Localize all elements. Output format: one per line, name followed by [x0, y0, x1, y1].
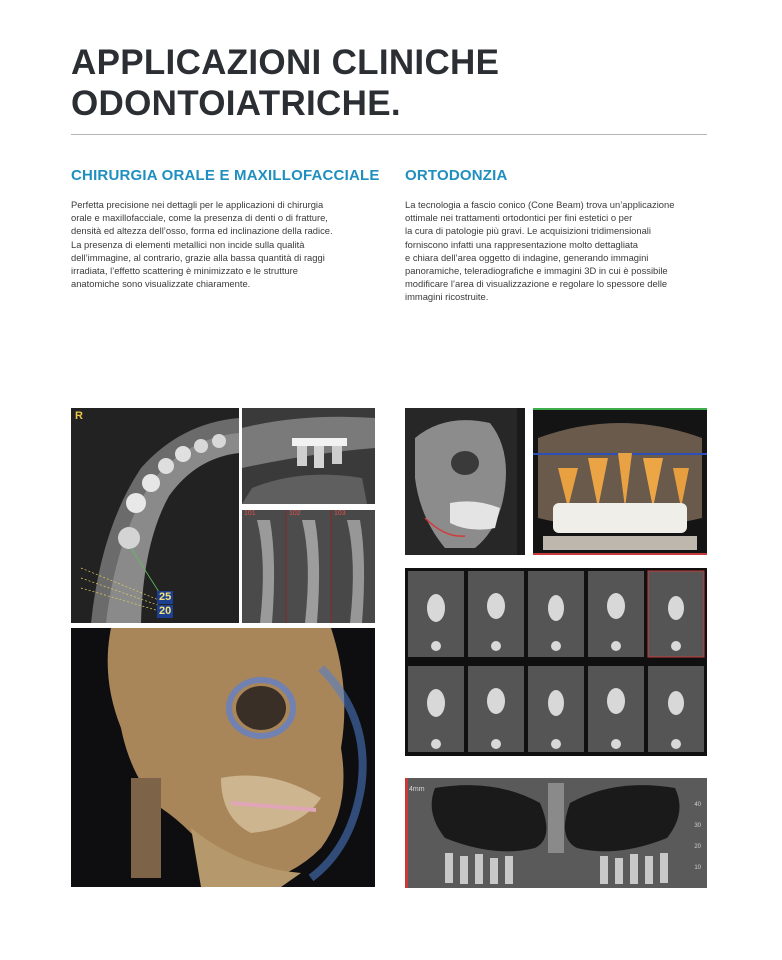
surgery-text-line: irradiata, l’effetto scattering è minimizzato e le strutture [71, 265, 299, 277]
ortho-text-line: la cura di patologie più gravi. Le acquisizioni tridimensionali [405, 225, 651, 237]
axial-ct-graphic [71, 408, 239, 623]
panoramic-scale-label: 4mm [409, 786, 425, 793]
ortho-text-line: immagini ricostruite. [405, 291, 489, 303]
surgery-text-line: anatomiche sono visualizzate chiaramente. [71, 278, 251, 290]
page-title-line-1: APPLICAZIONI CLINICHE [71, 43, 500, 82]
sagittal-ct-graphic [242, 408, 375, 504]
surgery-text-line: Perfetta precisione nei dettagli per le applicazioni di chirurgia [71, 199, 324, 210]
section-heading-surgery: CHIRURGIA ORALE E MAXILLOFACCIALE [71, 167, 380, 184]
axial-ct-image [71, 408, 239, 623]
cross-section-ct-graphic [242, 510, 375, 623]
panoramic-tick: 10 [694, 865, 701, 871]
ortho-text-line: e chiara dell’area oggetto di indagine, generando immagini [405, 251, 649, 263]
surgery-text-line: densità ed altezza dell’osso, forma ed inclinazione della radice. [71, 225, 333, 237]
ortho-text-line: modificare l’area di visualizzazione e regolare lo spessore delle [405, 278, 668, 290]
panoramic-ct-image [405, 778, 707, 888]
ortho-text-line: La tecnologia a fascio conico (Cone Beam) trova un’applicazione [405, 199, 675, 210]
dental-arch-3d-render [533, 408, 707, 555]
sagittal-ct-image [242, 408, 375, 504]
skull-3d-render [71, 628, 375, 887]
section-heading-orthodontics: ORTODONZIA [405, 167, 508, 184]
title-divider [71, 134, 707, 135]
skull-3d-graphic [71, 628, 375, 887]
page-title [71, 42, 499, 124]
panoramic-tick: 40 [694, 802, 701, 808]
ortho-text-line: forniscono infatti una rappresentazione molto dettagliata [405, 238, 638, 250]
page-title-line-2: ODONTOIATRICHE. [71, 84, 401, 123]
cross-section-ct-strip [242, 510, 375, 623]
slice-label: 103 [334, 510, 346, 517]
slice-label: 102 [289, 510, 301, 517]
cephalometric-image [405, 408, 525, 555]
surgery-text-line: La presenza di elementi metallici non incide sulla qualità [71, 238, 305, 250]
cross-section-grid-graphic [405, 568, 707, 756]
panoramic-ct-graphic [405, 778, 707, 888]
panoramic-tick: 20 [694, 844, 701, 850]
axial-tag-bottom: 20 [159, 605, 172, 617]
cephalometric-graphic [405, 408, 525, 555]
slice-label: 101 [244, 510, 256, 517]
axial-corner-label: R [75, 410, 83, 422]
dental-arch-3d-graphic [533, 408, 707, 555]
cross-section-grid [405, 568, 707, 756]
axial-tag-top: 25 [159, 591, 172, 603]
surgery-text-line: dell’immagine, al contrario, grazie alla bassa quantità di raggi [71, 251, 325, 263]
ortho-text-line: panoramiche, teleradiografiche e immagini 3D in cui è possibile [405, 265, 668, 277]
section-body-surgery [71, 198, 333, 290]
panoramic-tick: 30 [694, 823, 701, 829]
surgery-text-line: orale e maxillofacciale, come la presenza di denti o di fratture, [71, 212, 328, 224]
ortho-text-line: ottimale nei trattamenti ortodontici per fini estetici o per [405, 212, 633, 224]
section-body-orthodontics [405, 198, 674, 304]
